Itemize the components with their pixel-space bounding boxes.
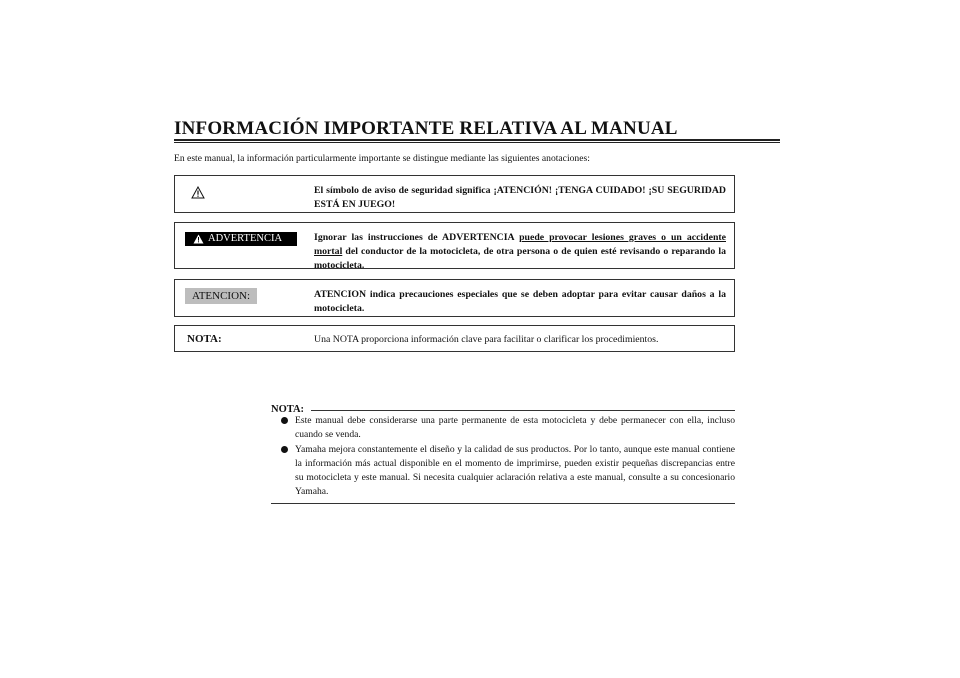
list-item-text: Yamaha mejora constantemente el diseño y la calidad de sus productos. Por lo tanto, aunque este manual contiene la información más actual disponible en el momento de imprimirse, pueden existir pequeñas discrepancias entre su motocicleta y este manual. Si necesita cualquier aclaración relativa a este manual, consulte a su concesionario Yamaha.: [295, 444, 735, 497]
list-item: [271, 414, 735, 442]
warning-triangle-icon: [193, 234, 204, 244]
note-section-rule: [311, 410, 735, 411]
warning-text-end: del conductor de la motocicleta, de otra persona o de quien esté revisando o reparando la motocicleta.: [314, 246, 726, 271]
intro-text: En este manual, la información particularmente importante se distingue mediante las siguientes anotaciones:: [174, 153, 590, 164]
bullet-icon: [281, 417, 288, 424]
caution-label: ATENCION:: [185, 288, 257, 304]
note-section-bottom-rule: [271, 503, 735, 504]
warning-text-start: Ignorar las instrucciones de ADVERTENCIA: [314, 232, 520, 243]
caution-box: [174, 279, 735, 317]
warning-label-text: ADVERTENCIA: [208, 233, 283, 244]
list-item-text: Este manual debe considerarse una parte permanente de esta motocicleta y debe permanecer con ella, incluso cuando se venda.: [295, 415, 735, 440]
note-section: [271, 399, 735, 504]
page-title: INFORMACIÓN IMPORTANTE RELATIVA AL MANUAL: [174, 118, 678, 139]
note-text: Una NOTA proporciona información clave para facilitar o clarificar los procedimientos.: [314, 334, 659, 345]
note-section-heading: NOTA:: [271, 404, 307, 415]
list-item: [271, 443, 735, 499]
note-box: [174, 325, 735, 352]
warning-text-emphasis: puede provocar lesiones graves o un accidente mortal: [314, 232, 726, 257]
title-rule: [174, 139, 780, 143]
warning-box: [174, 222, 735, 269]
page-header: [174, 118, 780, 140]
note-label: NOTA:: [187, 333, 222, 345]
caution-text: ATENCION indica precauciones especiales que se deben adoptar para evitar causar daños a la motocicleta.: [314, 289, 726, 314]
note-section-header: [271, 399, 735, 413]
warning-triangle-icon: [191, 186, 205, 199]
safety-alert-text: El símbolo de aviso de seguridad significa ¡ATENCIÓN! ¡TENGA CUIDADO! ¡SU SEGURIDAD ESTÁ EN JUEGO!: [314, 185, 726, 210]
bullet-icon: [281, 446, 288, 453]
warning-text: [314, 231, 726, 273]
safety-alert-box: [174, 175, 735, 213]
note-section-list: [271, 414, 735, 499]
warning-label: [185, 232, 297, 246]
